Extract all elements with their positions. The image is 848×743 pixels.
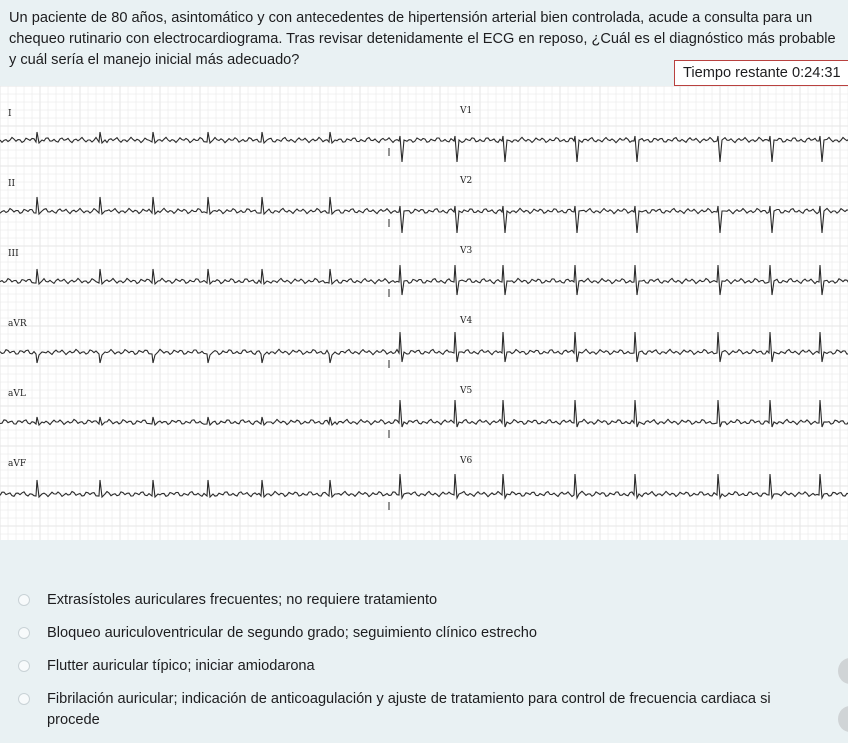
lead-label: III (8, 249, 19, 259)
scroll-handle (838, 658, 848, 684)
answer-option-label: Fibrilación auricular; indicación de anticoagulación y ajuste de tratamiento para control de frecuencia cardiaca si procede (47, 691, 771, 728)
radio-icon[interactable] (18, 594, 30, 606)
timer-remaining: Tiempo restante 0:24:31 (674, 60, 848, 86)
question-text: Un paciente de 80 años, asintomático y con antecedentes de hipertensión arterial bien controlada, acude a consulta para un chequeo rutinario con electrocardiograma. Tras revisar detenidamente el ECG en reposo, ¿Cuál es el diagnóstico más probable y cuál sería el manejo inicial más adecuado? (9, 10, 836, 68)
lead-label: V2 (460, 176, 473, 186)
lead-label: V3 (460, 246, 473, 256)
radio-icon[interactable] (18, 627, 30, 639)
answer-option-2[interactable] (18, 623, 818, 644)
ecg-image (0, 86, 848, 540)
answer-options (18, 590, 818, 743)
lead-label: aVL (8, 389, 26, 399)
answer-option-label: Bloqueo auriculoventricular de segundo grado; seguimiento clínico estrecho (47, 625, 538, 641)
lead-label: aVF (8, 459, 27, 469)
answer-option-4[interactable] (18, 689, 818, 731)
lead-label: I (8, 109, 12, 119)
answer-option-label: Flutter auricular típico; iniciar amiodarona (47, 658, 315, 674)
lead-label: V1 (460, 106, 473, 116)
lead-label: V6 (460, 456, 473, 466)
scroll-handle (838, 706, 848, 732)
answer-option-label: Extrasístoles auriculares frecuentes; no requiere tratamiento (47, 592, 438, 608)
answer-option-3[interactable] (18, 656, 818, 677)
lead-label: V4 (460, 316, 473, 326)
radio-icon[interactable] (18, 693, 30, 705)
answer-option-1[interactable] (18, 590, 818, 611)
lead-label: II (8, 179, 16, 189)
radio-icon[interactable] (18, 660, 30, 672)
lead-label: aVR (8, 319, 27, 329)
lead-label: V5 (460, 386, 473, 396)
